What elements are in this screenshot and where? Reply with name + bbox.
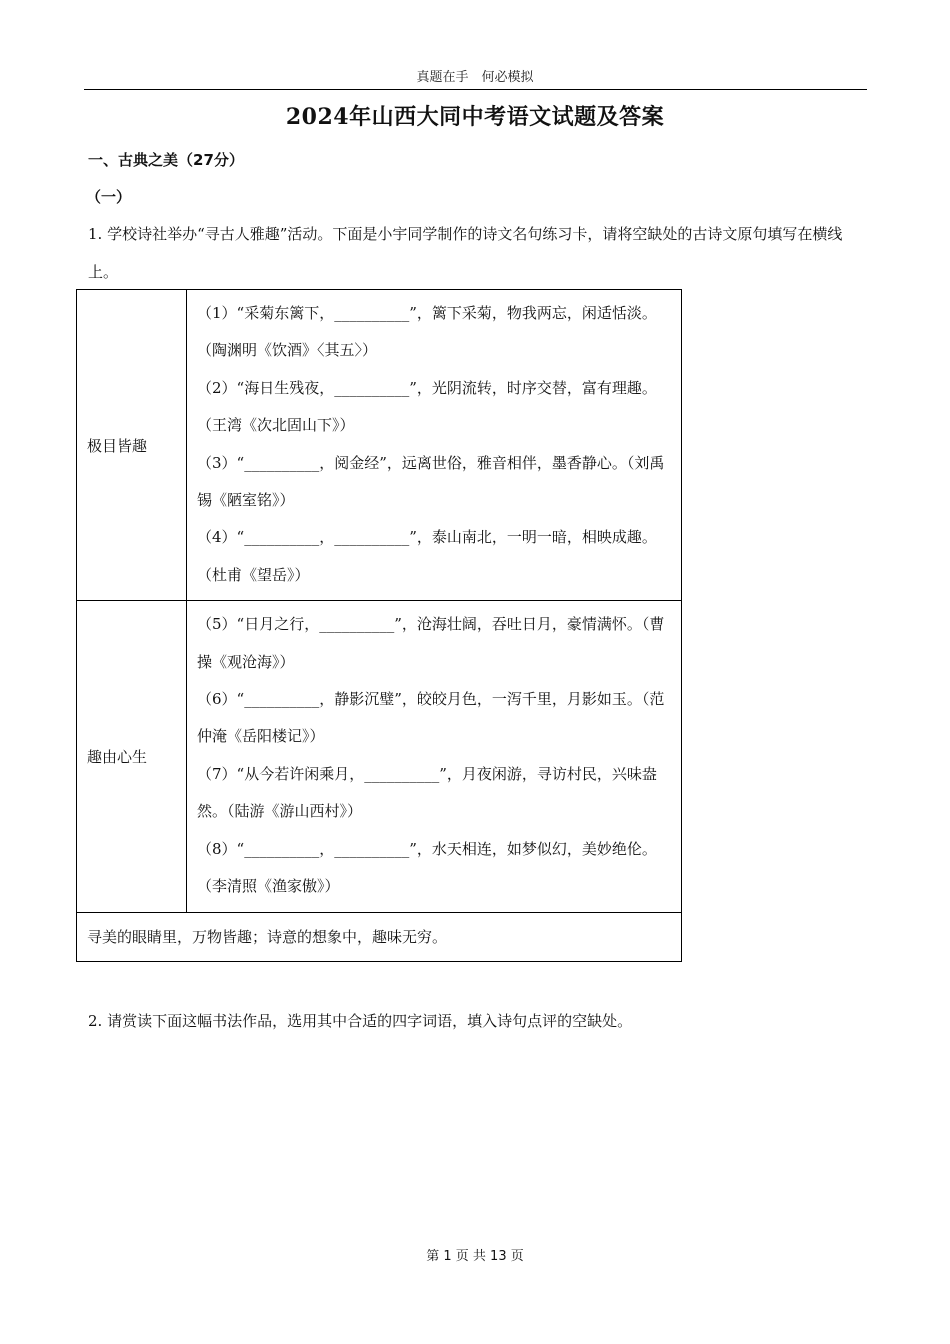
poem-item: （3）“__________，阅金经”，远离世俗，雅音相伴，墨香静心。（刘禹锡《陋室铭》） <box>197 453 665 510</box>
poem-item: （5）“日月之行，__________”，沧海壮阔，吞吐日月，豪情满怀。（曹操《观沧海》） <box>197 615 665 671</box>
table-footer-text: 寻美的眼睛里，万物皆趣；诗意的想象中，趣味无穷。 <box>77 912 682 961</box>
poem-item: （1）“采菊东篱下，__________”，篱下采菊，物我两忘，闲适恬淡。（陶渊明《饮酒》〈其五〉） <box>197 304 657 360</box>
poem-item: （8）“__________，__________”，水天相连，如梦似幻，美妙绝伦。（李清照《渔家傲》） <box>197 839 657 896</box>
section-heading: 一、古典之美（27分） <box>88 151 244 169</box>
header-divider <box>84 89 867 90</box>
poem-items-cell <box>187 290 682 601</box>
poem-items-cell <box>187 601 682 912</box>
poem-item: （6）“__________，静影沉璧”，皎皎月色，一泻千里，月影如玉。（范仲淹《岳阳楼记》） <box>197 690 665 746</box>
category-label: 趣由心生 <box>77 601 187 912</box>
table-row <box>77 912 682 961</box>
poem-practice-table <box>76 289 682 962</box>
page-header: 真题在手 何必模拟 <box>416 70 534 85</box>
poem-item: （4）“__________，__________”，泰山南北，一明一暗，相映成趣。（杜甫《望岳》） <box>197 528 657 584</box>
poem-item: （2）“海日生残夜，__________”，光阴流转，时序交替，富有理趣。（王湾《次北固山下》） <box>197 378 657 435</box>
page-number: 第 1 页 共 13 页 <box>426 1249 524 1264</box>
poem-item: （7）“从今若许闲乘月，__________”，月夜闲游，寻访村民，兴味盎然。（陆游《游山西村》） <box>197 764 657 821</box>
table-row <box>77 290 682 601</box>
question-1-text: 1. 学校诗社举办“寻古人雅趣”活动。下面是小宇同学制作的诗文名句练习卡，请将空缺处的古诗文原句填写在横线上。 <box>88 225 843 281</box>
document-title: 2024年山西大同中考语文试题及答案 <box>285 104 665 130</box>
question-2-text: 2. 请赏读下面这幅书法作品，选用其中合适的四字词语，填入诗句点评的空缺处。 <box>88 1012 633 1030</box>
category-label: 极目皆趣 <box>77 290 187 601</box>
subsection-heading: （一） <box>86 188 132 206</box>
table-row <box>77 601 682 912</box>
